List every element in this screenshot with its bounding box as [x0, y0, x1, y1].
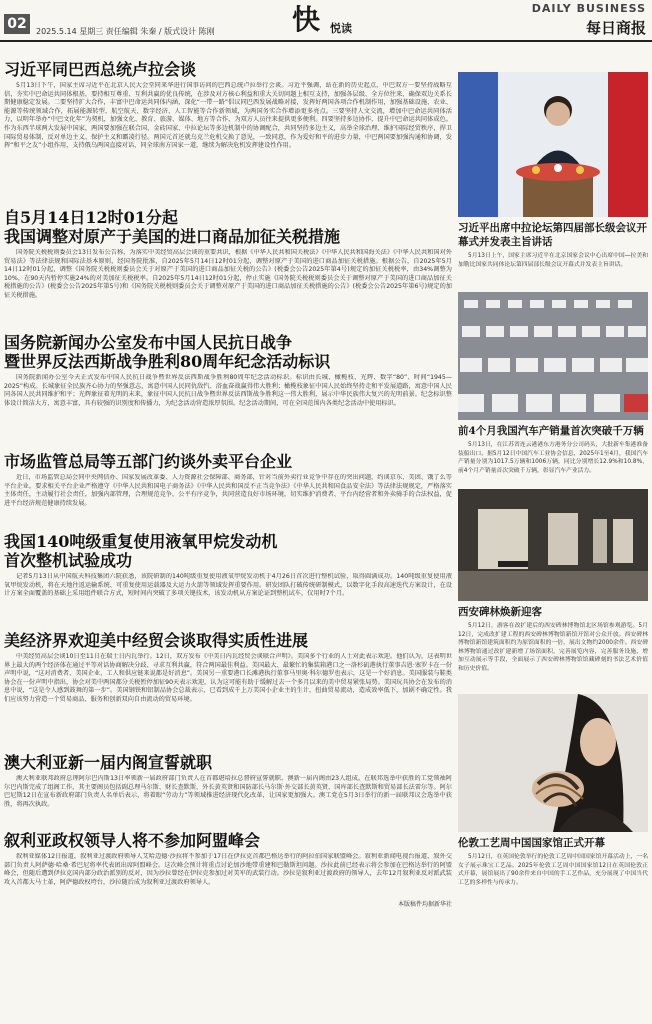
car-port-photo [458, 292, 648, 420]
photo-headline: 习近平出席中拉论坛第四届部长级会议开幕式并发表主旨讲话 [458, 222, 647, 248]
section-logo: 快 [292, 3, 321, 36]
article-anniversary-logo [4, 333, 452, 448]
section-logo-sub: 悦读 [330, 22, 352, 35]
photo-headline: 西安碑林焕新迎客 [458, 606, 542, 618]
article-body: 澳大利亚联邦政府总理阿尔巴内斯13日率领新一届政府部门负责人在首都堪培拉总督府宣誓就职。澳新一届内阁由23人组成。在联邦选举中获胜的工党领袖阿尔巴内斯完成了组阁工作，其主要阁员包括副总理马尔斯、财长查默斯、外长黄英贤和国防部长马尔斯·外交部长黄英贤、国库部长查默斯和贸易部长法雷尔等。阿尔巴尼斯12日在宣布新政府部门负责人名单后表示，将着眼“劳动力”等领域推进经济现代化改革，让国家更加强大。澳工党在5月3日举行的新一届联邦议会选举中获胜，将再次执政。 [4, 775, 452, 808]
sidebar [458, 72, 648, 905]
article-body: 5月13日下午，国家主席习近平在北京人民大会堂同来华进行国事访问的巴西总统卢拉举行会谈。习近平强调，站在新的历史起点，中巴双方一要坚持战略互信，夯实中巴命运共同体根基，要持相互尊重、互利共赢的优良传统，在涉及对方核心利益和重大关切问题上相互支持，加强各层级、全方位往来，确保双边关系长期健康稳定发展。二要坚持扩大合作，丰富中巴命运共同体内涵，深化“一带一路”倡议同巴西发展战略对接，发挥好两国各项合作机制作用，加强基础设施、农业、能源等传统领域合作，拓展能源转型、航空航天、数字经济、人工智能等合作新领域，为两国务实合作增添更多亮点。三要坚持人文交流，增加中巴命运共同体活力，以明年举办“中巴文化年”为契机，加强文化、教育、旅游、媒体、地方等合作，为双方人员往来提供更多便利。四要坚持多边协作，提升中巴命运共同体成色。作为东西半球两大发展中国家，两国要加强在联合国、金砖国家、中拉论坛等多边机制中的协调配合，共同坚持多边主义，高举全球治理、维护国际经贸秩序，捍卫国际贸易体制，反对单边主义、保护主义和霸凌行径。两国元首还就乌克兰危机交换了意见，一致同意，作为爱好和平的进步力量，中巴两国要加强沟通和协调，发挥“和平之友”小组作用，支持俄乌两国直接对话，同全球南方国家一道，继续为解决危机发挥建设性作用。 [4, 82, 452, 150]
header-rule [0, 40, 652, 42]
article-australia-cabinet [4, 753, 452, 827]
article-us-trade [4, 631, 452, 749]
headline: 我国140吨级重复使用液氧甲烷发动机 首次整机试验成功 [4, 532, 278, 570]
photo-headline: 伦敦工艺周中国国家馆正式开幕 [458, 837, 605, 849]
photo-caption: 5月12日，游客在改扩建后的西安碑林博物馆北区场馆参观游览。5月12日，完成改扩建工程的西安碑林博物馆新馆开馆对公众开放。西安碑林博物馆新馆建筑面积约为原馆面积的一倍，展出文物约2000余件。西安碑林博物馆通过改扩建新增了场馆面积，完善展览内容，完善服务设施、增加互动展示等手段，全面展示了西安碑林博物馆馆藏碑刻的书法艺术价值和历史价值。 [458, 623, 648, 672]
headline: 美经济界欢迎美中经贸会谈取得实质性进展 [4, 631, 309, 650]
page-number: 02 [4, 14, 30, 34]
article-body: 中美经贸高层会谈10日至11日在瑞士日内瓦举行。12日，双方发布《中美日内瓦经贸会谈联合声明》。美国多个行业的人士对此表示欢迎。他们认为，这表明世界上最大的两个经济体在通过平等对话协商解决分歧、寻求互利共赢，符合两国最佳利益。美国最大、最繁忙的集装箱港口之一洛杉矶港执行董事吉恩·塞罗卡在一份声明中说，“这对消费者、美国企业、工人和供应链来说都是好消息”。美国另一重要港口长滩港执行董事马里奥·科尔德罗也表示，这是一个好消息。美国服装与鞋类协会在一份声明中指出，协会对美中两国都分关税暂停加征90天表示欢迎，认为这可能有助于缓解过去一个多月以来的美中贸易紧张局势。美国玩具协会在发布的消息中说，“这是令人感到鼓舞的第一步”。美国钢铁和铝制品协会总裁表示，已看到成千上万美国小企业主的生计，扭曲贸易流动，造成效率低下，加剧不确定性。我们应该努力营造一个贸易商品、服务和创新双向自由流动的贸易环境。 [4, 653, 452, 703]
article-xi-lula [4, 60, 452, 204]
paper-name-cn: 每日商报 [585, 19, 646, 37]
article-food-delivery [4, 452, 452, 528]
article-body: 记者5月13日从中国航天科技集团六院获悉，该院研制的140吨级重复使用液氧甲烷发动机于4月26日首次进行整机试验，取得圆满成功。140吨级重复使用液氧甲烷发动机，将在天地往返运输系统、可重复使用运载器及大运力火箭等领域发挥重要作用。研发团队打破传统研制模式，以数字化手段高速迭代方案设计，在设计方案全面覆盖的基础上采用组件联合方式，短时间内突破了多项关键技术，该发动机从方案论证到整机试车，仅用时7个月。 [4, 573, 452, 598]
sidebar-story-forum [458, 72, 648, 288]
headline: 市场监管总局等五部门约谈外卖平台企业 [4, 452, 293, 471]
article-body: 国务院新闻办公室今天正式发布中国人民抗日战争暨世界反法西斯战争胜利80周年纪念活动标识。标识由长城、橄榄枝、光辉、数字“80”、时间“1945—2025”构成。长城象征全民族齐心协力的坚强意志，寓意中国人民同仇敌忾、浴血奋战赢得伟大胜利；橄榄枝象征中国人民始终坚持走和平发展道路，寓意中国人民同各国人民共同维护和平；光辉象征着光明的未来，象征中国人民抗日战争暨世界反法西斯战争胜利这一伟大胜利，展示中华民族伟大复兴的光明前景。纪念标识整体设计简洁大方，寓意丰富，具有较强的识别度和传播力，为纪念活动营造浓厚氛围。纪念活动期间，可在全国范围内各类纪念活动中使用标识。 [4, 374, 452, 407]
podium-speech-photo [458, 72, 648, 217]
masthead [0, 0, 652, 40]
headline: 叙利亚政权领导人将不参加阿盟峰会 [4, 831, 261, 850]
article-body: 国务院关税税则委员会13日发布公告称，为落实中美经贸高层会谈的重要共识，根据《中华人民共和国关税法》《中华人民共和国海关法》《中华人民共和国对外贸易法》等法律法规和国际法基本原则，经国务院批准，自2025年5月14日12时01分起，调整对原产于美国的进口商品加征关税措施。根据公告，自2025年5月14日12时01分起，调整《国务院关税税则委员会关于对原产于美国的进口商品加征关税的公告》(税委会公告2025年第4号)规定的加征关税税率，由34%调整为10%，在90天内暂停实施24%的对美加征关税税率。自2025年5月14日12时01分起，停止实施《国务院关税税则委员会关于调整对原产于美国的进口商品加征关税措施的公告》(税委会公告2025年第5号)和《国务院关税税则委员会关于调整对原产于美国的进口商品加征关税措施的公告》(税委会公告2025年第6号)规定的加征关税措施。 [4, 249, 452, 299]
photo-caption: 5月13日，在江苏省连云港港东方港务分公司码头，大批新车集港准备装船出口。据5月12日中国汽车工业协会信息，2025年1至4月，我国汽车产销量分别为1017.5万辆和1006万辆，同比分别增长12.9%和10.8%，前4个月产销量首次突破千万辆，彰显汽车产业活力。 [458, 442, 648, 474]
sidebar-story-craft-week [458, 694, 648, 905]
article-body: 叙利亚媒体12日报道，叙利亚过渡政府领导人艾哈迈德·沙拉将不参加于17日在伊拉克首都巴格达举行的阿拉伯国家联盟峰会。叙利亚新闻电视台报道，叙外交部门负责人阿萨德·哈桑·希巴尼将率代表团出席阿盟峰会。这次峰会预计将重点讨论加沙地带重建和巴勒斯坦问题。沙拉此前已经表示将会参加在巴格达举行的阿盟峰会，但随后遭到伊拉克国内部分政治派别的反对，因为沙拉曾经在伊拉克参加过对美军的武装行动。沙拉是叙利亚过渡政府的领导人，去年12月叙利亚反对派武装攻入首都大马士革，阿萨德政权垮台，沙拉随后成为叙利亚过渡政府领导人。 [4, 853, 452, 886]
article-body: 近日，市场监管总局会同中央网信办、国家发展改革委、人力资源社会保障部、商务部，针对当前外卖行业竞争中存在的突出问题，约谈京东、美团、饿了么等平台企业。要求相关平台企业严格遵守《中华人民共和国电子商务法》《中华人民共和国反不正当竞争法》《中华人民共和国食品安全法》等法律法规规定，严格落实主体责任，主动履行社会责任，加强内部管理，合理规范竞争，公平有序竞争，共同营造良好市场环境，切实维护消费者、平台内经营者和外卖骑手的合法权益，促进平台经济规范健康持续发展。 [4, 474, 452, 507]
museum-hall-photo [458, 489, 648, 601]
photo-caption: 5月12日，在英国伦敦举行的伦敦工艺周中国国家馆开幕活动上，一名女子展示珠宝工艺品。2025年伦敦工艺周中国国家馆12日在英国伦敦正式开幕，展馆展出了90余件来自中国的手工艺作品，充分展现了中国当代工艺的多样性与传承力。 [458, 854, 648, 886]
headline: 澳大利亚新一届内阁宣誓就职 [4, 753, 213, 772]
photo-headline: 前4个月我国汽车产销量首次突破千万辆 [458, 425, 644, 437]
source-credit: 本版稿件均据新华社 [397, 901, 452, 908]
jewelry-photo [458, 694, 648, 832]
sidebar-story-museum [458, 489, 648, 690]
photo-caption: 5月13日上午，国家主席习近平在北京国家会议中心出席中国—拉美和加勒比国家共同体论坛第四届部长级会议开幕式并发表主旨讲话。 [458, 253, 648, 268]
headline: 自5月14日12时01分起 我国调整对原产于美国的进口商品加征关税措施 [4, 208, 341, 246]
article-tariff [4, 208, 452, 329]
paper-name-en: DAILY BUSINESS [531, 2, 646, 15]
headline: 国务院新闻办公室发布中国人民抗日战争 暨世界反法西斯战争胜利80周年纪念活动标识 [4, 333, 331, 371]
dateline: 2025.5.14 星期三 责任编辑 朱秦 / 版式设计 陈刚 [36, 27, 215, 36]
article-syria [4, 831, 452, 908]
article-engine-test [4, 532, 452, 627]
headline: 习近平同巴西总统卢拉会谈 [4, 60, 197, 79]
sidebar-story-cars [458, 292, 648, 485]
main-column [4, 60, 452, 912]
